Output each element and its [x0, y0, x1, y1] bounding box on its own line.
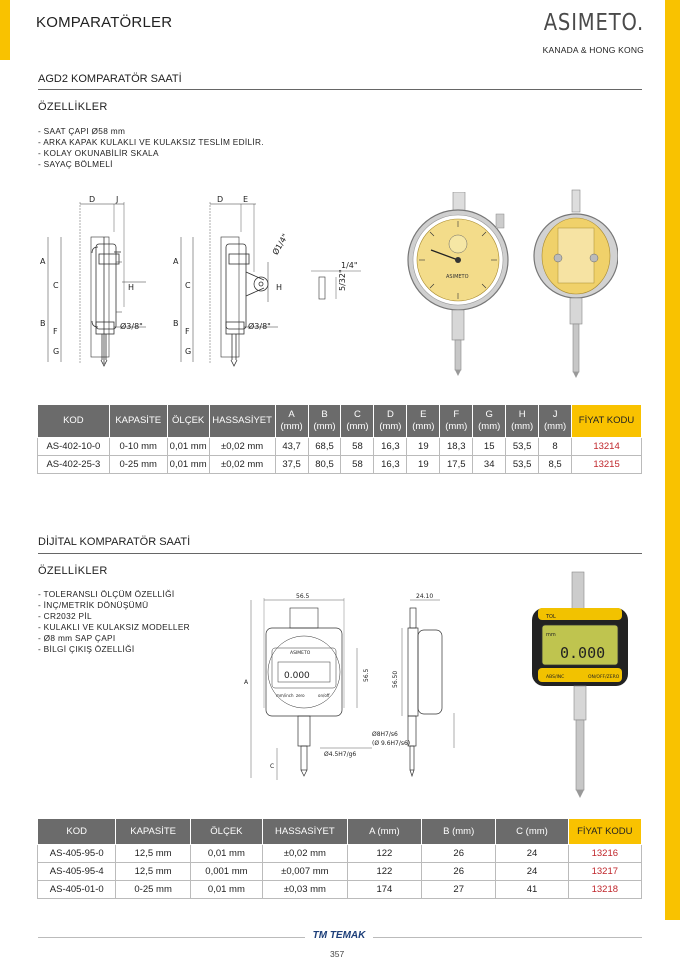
table-row — [38, 456, 642, 474]
drawing-btn-mm: mm/inch — [276, 693, 294, 698]
cell: 19 — [407, 438, 440, 456]
section1-title: AGD2 KOMPARATÖR SAATİ — [38, 73, 182, 85]
dim-d2: D — [217, 195, 224, 204]
analog-spec-table — [37, 404, 642, 474]
cell: 0,01 mm — [190, 881, 262, 899]
dim-a: A — [40, 257, 46, 266]
section2-rule — [38, 553, 642, 554]
brand-logo: ASIMETO. — [543, 10, 644, 36]
price-code: 13214 — [572, 438, 642, 456]
dial-gauge-lug-back-photo — [528, 188, 618, 383]
feature-item: - ARKA KAPAK KULAKLI VE KULAKSIZ TESLİM EDİLİR. — [38, 137, 264, 147]
side-band-end — [665, 920, 680, 965]
cell: 58 — [341, 438, 374, 456]
dim-a: A — [244, 679, 249, 686]
dim-bore2: (Ø 9.6H7/s6) — [372, 740, 411, 747]
col-header: KOD — [38, 819, 116, 845]
feature-item: - KULAKLI VE KULAKSIZ MODELLER — [38, 622, 190, 632]
dim-height2: 56.50 — [392, 670, 399, 688]
col-header: J (mm) — [539, 405, 572, 438]
col-header: KOD — [38, 405, 110, 438]
feature-item: - KOLAY OKUNABİLİR SKALA — [38, 148, 159, 158]
cell: AS-405-95-4 — [38, 863, 116, 881]
digital-spec-table — [37, 818, 642, 899]
cell: 12,5 mm — [116, 845, 190, 863]
cell: 122 — [347, 845, 421, 863]
col-header: F (mm) — [440, 405, 473, 438]
col-header: KAPASİTE — [116, 819, 190, 845]
cell: AS-405-95-0 — [38, 845, 116, 863]
dim-b2: B — [173, 319, 179, 328]
col-header: C (mm) — [496, 819, 568, 845]
cell: 80,5 — [308, 456, 341, 474]
col-header: A (mm) — [347, 819, 421, 845]
drawing-btn-zero: zero — [296, 693, 305, 698]
cell: 12,5 mm — [116, 863, 190, 881]
dim-h: H — [128, 283, 135, 292]
col-header: ÖLÇEK — [167, 405, 209, 438]
cell: 18,3 — [440, 438, 473, 456]
lcd-readout: 0.000 — [560, 644, 606, 662]
price-code: 13215 — [572, 456, 642, 474]
feature-item: - Ø8 mm SAP ÇAPI — [38, 633, 116, 643]
col-header: E (mm) — [407, 405, 440, 438]
section1-rule — [38, 89, 642, 90]
cell: ±0,007 mm — [263, 863, 348, 881]
cell: 0-25 mm — [116, 881, 190, 899]
section2-title: DİJİTAL KOMPARATÖR SAATİ — [38, 536, 191, 548]
feature-item: - BİLGİ ÇIKIŞ ÖZELLİĞİ — [38, 644, 135, 654]
tol-label: TOL — [546, 614, 556, 620]
col-header-price: FİYAT KODU — [572, 405, 642, 438]
col-header-price: FİYAT KODU — [568, 819, 641, 845]
section2-features — [38, 589, 190, 655]
cell: 122 — [347, 863, 421, 881]
cell: 68,5 — [308, 438, 341, 456]
dim-c2: C — [185, 281, 191, 290]
btn-onoff-zero: ON/OFF/ZERO — [588, 675, 620, 680]
section2-features-title: ÖZELLİKLER — [38, 565, 108, 577]
cell: 0,001 mm — [190, 863, 262, 881]
feature-item: - SAAT ÇAPI Ø58 mm — [38, 126, 126, 136]
lcd-unit: mm — [546, 632, 556, 638]
drawing-readout: 0.000 — [284, 671, 310, 681]
dim-b: B — [40, 319, 46, 328]
dim-c: C — [270, 763, 275, 770]
dim-bore: Ø8H7/s6 — [372, 731, 398, 738]
cell: 26 — [422, 863, 496, 881]
brand-subtitle: KANADA & HONG KONG — [542, 45, 644, 55]
col-header: C (mm) — [341, 405, 374, 438]
cell: AS-402-25-3 — [38, 456, 110, 474]
cell: 17,5 — [440, 456, 473, 474]
page-number: 357 — [330, 949, 345, 959]
col-header: B (mm) — [422, 819, 496, 845]
page-title: KOMPARATÖRLER — [36, 14, 173, 31]
col-header: D (mm) — [374, 405, 407, 438]
cell: 174 — [347, 881, 421, 899]
col-header: HASSASİYET — [263, 819, 348, 845]
table-row — [38, 863, 642, 881]
dim-depth: 24.10 — [416, 593, 434, 600]
dim-quarter-dia: Ø1/4" — [270, 232, 290, 257]
feature-item: - TOLERANSLI ÖLÇÜM ÖZELLİĞİ — [38, 589, 175, 599]
cell: 26 — [422, 845, 496, 863]
table-header-row — [38, 405, 642, 438]
dim-quarter: 1/4" — [341, 261, 358, 270]
feature-item: - SAYAÇ BÖLMELİ — [38, 159, 113, 169]
dim-g: G — [53, 347, 60, 356]
dial-gauge-technical-drawing — [36, 192, 396, 372]
col-header: H (mm) — [506, 405, 539, 438]
cell: 43,7 — [275, 438, 308, 456]
cell: 34 — [473, 456, 506, 474]
col-header: G (mm) — [473, 405, 506, 438]
cell: 16,3 — [374, 456, 407, 474]
cell: 58 — [341, 456, 374, 474]
price-code: 13216 — [568, 845, 641, 863]
dim-h2: H — [276, 283, 283, 292]
cell: 37,5 — [275, 456, 308, 474]
dim-a2: A — [173, 257, 179, 266]
cell: 19 — [407, 456, 440, 474]
dim-c: C — [53, 281, 59, 290]
cell: ±0,02 mm — [263, 845, 348, 863]
dim-d: D — [89, 195, 96, 204]
cell: 0-25 mm — [109, 456, 167, 474]
price-code: 13217 — [568, 863, 641, 881]
cell: 8,5 — [539, 456, 572, 474]
side-band — [665, 0, 680, 965]
col-header: KAPASİTE — [109, 405, 167, 438]
table-row — [38, 881, 642, 899]
drawing-btn-onoff: on/off — [318, 693, 330, 698]
analog-dial-gauge-photo — [398, 192, 518, 377]
cell: ±0,03 mm — [263, 881, 348, 899]
drawing-brand: ASIMETO — [290, 651, 311, 656]
table-row — [38, 845, 642, 863]
cell: 15 — [473, 438, 506, 456]
feature-item: - İNÇ/METRİK DÖNÜŞÜMÜ — [38, 600, 149, 610]
footer-logo: TM TEMAK — [305, 930, 373, 946]
cell: 0-10 mm — [109, 438, 167, 456]
cell: 0,01 mm — [190, 845, 262, 863]
cell: 0,01 mm — [167, 456, 209, 474]
dim-height: 56.5 — [363, 668, 370, 682]
digital-gauge-photo — [528, 570, 640, 810]
cell: 0,01 mm — [167, 438, 209, 456]
section1-features-title: ÖZELLİKLER — [38, 101, 108, 113]
table-row — [38, 438, 642, 456]
dim-f2: F — [185, 327, 190, 336]
btn-abs-inc: ABS/INC — [546, 675, 565, 680]
section1-features — [38, 126, 264, 170]
cell: 24 — [496, 845, 568, 863]
cell: 53,5 — [506, 438, 539, 456]
cell: 53,5 — [506, 456, 539, 474]
col-header: ÖLÇEK — [190, 819, 262, 845]
cell: AS-402-10-0 — [38, 438, 110, 456]
dim-dia: Ø3/8" — [120, 322, 143, 331]
dim-f: F — [53, 327, 58, 336]
table-header-row — [38, 819, 642, 845]
digital-gauge-technical-drawing — [232, 588, 472, 788]
dial-brand: ASIMETO — [446, 274, 469, 280]
cell: AS-405-01-0 — [38, 881, 116, 899]
dim-e: E — [243, 195, 249, 204]
cell: 16,3 — [374, 438, 407, 456]
dim-half: 5/32" — [338, 269, 347, 291]
dim-j: J — [116, 195, 119, 204]
dim-g2: G — [185, 347, 192, 356]
dim-width: 56.5 — [296, 593, 310, 600]
price-code: 13218 — [568, 881, 641, 899]
cell: 27 — [422, 881, 496, 899]
cell: ±0,02 mm — [209, 456, 275, 474]
dim-tip: Ø4.5H7/g6 — [324, 751, 357, 758]
cell: 41 — [496, 881, 568, 899]
col-header: B (mm) — [308, 405, 341, 438]
cell: 24 — [496, 863, 568, 881]
dim-dia2: Ø3/8" — [248, 322, 271, 331]
cell: ±0,02 mm — [209, 438, 275, 456]
col-header: HASSASİYET — [209, 405, 275, 438]
feature-item: - CR2032 PİL — [38, 611, 92, 621]
col-header: A (mm) — [275, 405, 308, 438]
cell: 8 — [539, 438, 572, 456]
